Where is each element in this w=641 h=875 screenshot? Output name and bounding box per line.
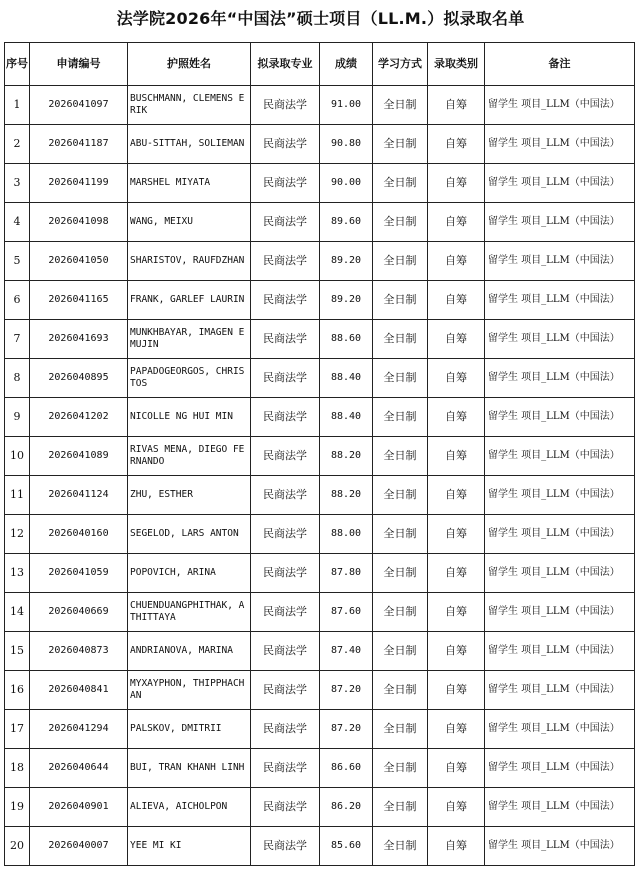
cell-major: 民商法学 <box>251 437 320 476</box>
cell-seq: 14 <box>5 593 30 632</box>
cell-remarks: 留学生 项目_LLM（中国法） <box>485 710 635 749</box>
page-title: 法学院2026年“中国法”硕士项目（LL.M.）拟录取名单 <box>116 9 525 28</box>
cell-application-id: 2026041187 <box>30 125 128 164</box>
cell-application-id: 2026041050 <box>30 242 128 281</box>
cell-major: 民商法学 <box>251 593 320 632</box>
cell-major: 民商法学 <box>251 398 320 437</box>
cell-application-id: 2026041693 <box>30 320 128 359</box>
cell-application-id: 2026040644 <box>30 749 128 788</box>
cell-study-mode: 全日制 <box>373 749 428 788</box>
cell-major: 民商法学 <box>251 554 320 593</box>
cell-seq: 8 <box>5 359 30 398</box>
cell-study-mode: 全日制 <box>373 593 428 632</box>
cell-score: 88.40 <box>320 398 373 437</box>
cell-major: 民商法学 <box>251 671 320 710</box>
header-score: 成绩 <box>320 43 373 86</box>
cell-study-mode: 全日制 <box>373 359 428 398</box>
cell-score: 87.20 <box>320 671 373 710</box>
cell-score: 88.40 <box>320 359 373 398</box>
cell-application-id: 2026040160 <box>30 515 128 554</box>
cell-seq: 19 <box>5 788 30 827</box>
cell-passport-name: FRANK, GARLEF LAURIN <box>128 281 251 320</box>
cell-application-id: 2026040007 <box>30 827 128 866</box>
cell-remarks: 留学生 项目_LLM（中国法） <box>485 164 635 203</box>
cell-study-mode: 全日制 <box>373 710 428 749</box>
cell-score: 88.00 <box>320 515 373 554</box>
cell-application-id: 2026041202 <box>30 398 128 437</box>
header-study-mode: 学习方式 <box>373 43 428 86</box>
cell-remarks: 留学生 项目_LLM（中国法） <box>485 242 635 281</box>
cell-major: 民商法学 <box>251 281 320 320</box>
cell-passport-name: ZHU, ESTHER <box>128 476 251 515</box>
cell-seq: 20 <box>5 827 30 866</box>
cell-remarks: 留学生 项目_LLM（中国法） <box>485 554 635 593</box>
cell-score: 87.80 <box>320 554 373 593</box>
cell-score: 88.60 <box>320 320 373 359</box>
cell-passport-name: SHARISTOV, RAUFDZHAN <box>128 242 251 281</box>
cell-seq: 10 <box>5 437 30 476</box>
table-row <box>5 476 635 515</box>
cell-score: 88.20 <box>320 437 373 476</box>
cell-passport-name: MUNKHBAYAR, IMAGEN EMUJIN <box>128 320 251 359</box>
cell-application-id: 2026041059 <box>30 554 128 593</box>
cell-admission-type: 自筹 <box>428 710 485 749</box>
cell-major: 民商法学 <box>251 125 320 164</box>
cell-application-id: 2026041199 <box>30 164 128 203</box>
cell-admission-type: 自筹 <box>428 476 485 515</box>
cell-admission-type: 自筹 <box>428 632 485 671</box>
table-row <box>5 164 635 203</box>
cell-study-mode: 全日制 <box>373 437 428 476</box>
cell-remarks: 留学生 项目_LLM（中国法） <box>485 86 635 125</box>
table-row <box>5 125 635 164</box>
cell-study-mode: 全日制 <box>373 398 428 437</box>
cell-score: 87.40 <box>320 632 373 671</box>
cell-major: 民商法学 <box>251 827 320 866</box>
cell-passport-name: ABU-SITTAH, SOLIEMAN <box>128 125 251 164</box>
cell-seq: 2 <box>5 125 30 164</box>
cell-study-mode: 全日制 <box>373 632 428 671</box>
table-row <box>5 827 635 866</box>
cell-admission-type: 自筹 <box>428 125 485 164</box>
table-row <box>5 437 635 476</box>
cell-admission-type: 自筹 <box>428 86 485 125</box>
cell-passport-name: BUI, TRAN KHANH LINH <box>128 749 251 788</box>
table-row <box>5 749 635 788</box>
header-major: 拟录取专业 <box>251 43 320 86</box>
cell-major: 民商法学 <box>251 476 320 515</box>
table-row <box>5 554 635 593</box>
admission-table <box>4 42 635 866</box>
cell-admission-type: 自筹 <box>428 398 485 437</box>
cell-major: 民商法学 <box>251 242 320 281</box>
cell-passport-name: SEGELOD, LARS ANTON <box>128 515 251 554</box>
cell-remarks: 留学生 项目_LLM（中国法） <box>485 437 635 476</box>
cell-remarks: 留学生 项目_LLM（中国法） <box>485 749 635 788</box>
cell-passport-name: PAPADOGEORGOS, CHRISTOS <box>128 359 251 398</box>
cell-passport-name: YEE MI KI <box>128 827 251 866</box>
cell-seq: 7 <box>5 320 30 359</box>
cell-admission-type: 自筹 <box>428 593 485 632</box>
cell-passport-name: MARSHEL MIYATA <box>128 164 251 203</box>
cell-passport-name: ANDRIANOVA, MARINA <box>128 632 251 671</box>
table-row <box>5 86 635 125</box>
cell-remarks: 留学生 项目_LLM（中国法） <box>485 788 635 827</box>
cell-admission-type: 自筹 <box>428 515 485 554</box>
cell-remarks: 留学生 项目_LLM（中国法） <box>485 281 635 320</box>
cell-major: 民商法学 <box>251 788 320 827</box>
cell-seq: 5 <box>5 242 30 281</box>
cell-seq: 11 <box>5 476 30 515</box>
cell-study-mode: 全日制 <box>373 86 428 125</box>
table-row <box>5 632 635 671</box>
cell-study-mode: 全日制 <box>373 476 428 515</box>
cell-major: 民商法学 <box>251 86 320 125</box>
cell-remarks: 留学生 项目_LLM（中国法） <box>485 593 635 632</box>
cell-seq: 15 <box>5 632 30 671</box>
cell-admission-type: 自筹 <box>428 437 485 476</box>
table-row <box>5 359 635 398</box>
cell-remarks: 留学生 项目_LLM（中国法） <box>485 632 635 671</box>
cell-remarks: 留学生 项目_LLM（中国法） <box>485 827 635 866</box>
cell-seq: 18 <box>5 749 30 788</box>
table-row <box>5 710 635 749</box>
cell-score: 89.60 <box>320 203 373 242</box>
cell-score: 90.00 <box>320 164 373 203</box>
cell-study-mode: 全日制 <box>373 554 428 593</box>
cell-score: 90.80 <box>320 125 373 164</box>
cell-passport-name: MYXAYPHON, THIPPHACHAN <box>128 671 251 710</box>
cell-major: 民商法学 <box>251 164 320 203</box>
cell-major: 民商法学 <box>251 632 320 671</box>
cell-admission-type: 自筹 <box>428 320 485 359</box>
cell-passport-name: NICOLLE NG HUI MIN <box>128 398 251 437</box>
cell-admission-type: 自筹 <box>428 164 485 203</box>
cell-score: 88.20 <box>320 476 373 515</box>
cell-passport-name: RIVAS MENA, DIEGO FERNANDO <box>128 437 251 476</box>
cell-application-id: 2026041124 <box>30 476 128 515</box>
cell-passport-name: POPOVICH, ARINA <box>128 554 251 593</box>
cell-score: 91.00 <box>320 86 373 125</box>
cell-remarks: 留学生 项目_LLM（中国法） <box>485 398 635 437</box>
cell-study-mode: 全日制 <box>373 671 428 710</box>
cell-application-id: 2026041098 <box>30 203 128 242</box>
cell-remarks: 留学生 项目_LLM（中国法） <box>485 203 635 242</box>
cell-seq: 1 <box>5 86 30 125</box>
cell-application-id: 2026041097 <box>30 86 128 125</box>
cell-study-mode: 全日制 <box>373 125 428 164</box>
cell-seq: 17 <box>5 710 30 749</box>
cell-application-id: 2026040873 <box>30 632 128 671</box>
cell-score: 85.60 <box>320 827 373 866</box>
cell-major: 民商法学 <box>251 359 320 398</box>
header-remarks: 备注 <box>485 43 635 86</box>
table-row <box>5 242 635 281</box>
table-row <box>5 671 635 710</box>
cell-study-mode: 全日制 <box>373 515 428 554</box>
cell-passport-name: ALIEVA, AICHOLPON <box>128 788 251 827</box>
cell-seq: 16 <box>5 671 30 710</box>
cell-passport-name: PALSKOV, DMITRII <box>128 710 251 749</box>
cell-study-mode: 全日制 <box>373 164 428 203</box>
cell-score: 89.20 <box>320 281 373 320</box>
cell-study-mode: 全日制 <box>373 320 428 359</box>
cell-major: 民商法学 <box>251 749 320 788</box>
table-body <box>5 86 635 866</box>
cell-remarks: 留学生 项目_LLM（中国法） <box>485 320 635 359</box>
cell-passport-name: WANG, MEIXU <box>128 203 251 242</box>
cell-score: 87.60 <box>320 593 373 632</box>
table-row <box>5 320 635 359</box>
header-admission-type: 录取类别 <box>428 43 485 86</box>
cell-seq: 3 <box>5 164 30 203</box>
cell-study-mode: 全日制 <box>373 827 428 866</box>
cell-seq: 9 <box>5 398 30 437</box>
cell-application-id: 2026040901 <box>30 788 128 827</box>
cell-score: 86.60 <box>320 749 373 788</box>
table-row <box>5 281 635 320</box>
cell-application-id: 2026041165 <box>30 281 128 320</box>
cell-application-id: 2026040841 <box>30 671 128 710</box>
cell-study-mode: 全日制 <box>373 203 428 242</box>
cell-admission-type: 自筹 <box>428 242 485 281</box>
cell-admission-type: 自筹 <box>428 749 485 788</box>
cell-passport-name: CHUENDUANGPHITHAK, ATHITTAYA <box>128 593 251 632</box>
cell-major: 民商法学 <box>251 320 320 359</box>
cell-study-mode: 全日制 <box>373 788 428 827</box>
cell-seq: 6 <box>5 281 30 320</box>
header-seq: 序号 <box>5 43 30 86</box>
cell-score: 87.20 <box>320 710 373 749</box>
cell-admission-type: 自筹 <box>428 671 485 710</box>
header-application-id: 申请编号 <box>30 43 128 86</box>
cell-application-id: 2026041294 <box>30 710 128 749</box>
cell-admission-type: 自筹 <box>428 203 485 242</box>
cell-remarks: 留学生 项目_LLM（中国法） <box>485 125 635 164</box>
cell-score: 86.20 <box>320 788 373 827</box>
cell-study-mode: 全日制 <box>373 242 428 281</box>
cell-major: 民商法学 <box>251 515 320 554</box>
table-row <box>5 593 635 632</box>
cell-major: 民商法学 <box>251 203 320 242</box>
table-row <box>5 515 635 554</box>
cell-study-mode: 全日制 <box>373 281 428 320</box>
cell-admission-type: 自筹 <box>428 554 485 593</box>
cell-seq: 12 <box>5 515 30 554</box>
cell-application-id: 2026040895 <box>30 359 128 398</box>
cell-seq: 13 <box>5 554 30 593</box>
cell-score: 89.20 <box>320 242 373 281</box>
cell-admission-type: 自筹 <box>428 359 485 398</box>
cell-remarks: 留学生 项目_LLM（中国法） <box>485 359 635 398</box>
cell-remarks: 留学生 项目_LLM（中国法） <box>485 671 635 710</box>
table-row <box>5 398 635 437</box>
cell-seq: 4 <box>5 203 30 242</box>
cell-major: 民商法学 <box>251 710 320 749</box>
cell-remarks: 留学生 项目_LLM（中国法） <box>485 515 635 554</box>
cell-passport-name: BUSCHMANN, CLEMENS ERIK <box>128 86 251 125</box>
table-row <box>5 788 635 827</box>
cell-application-id: 2026041089 <box>30 437 128 476</box>
cell-admission-type: 自筹 <box>428 281 485 320</box>
table-header-row <box>5 43 635 86</box>
cell-remarks: 留学生 项目_LLM（中国法） <box>485 476 635 515</box>
cell-admission-type: 自筹 <box>428 788 485 827</box>
cell-admission-type: 自筹 <box>428 827 485 866</box>
header-passport-name: 护照姓名 <box>128 43 251 86</box>
cell-application-id: 2026040669 <box>30 593 128 632</box>
table-row <box>5 203 635 242</box>
